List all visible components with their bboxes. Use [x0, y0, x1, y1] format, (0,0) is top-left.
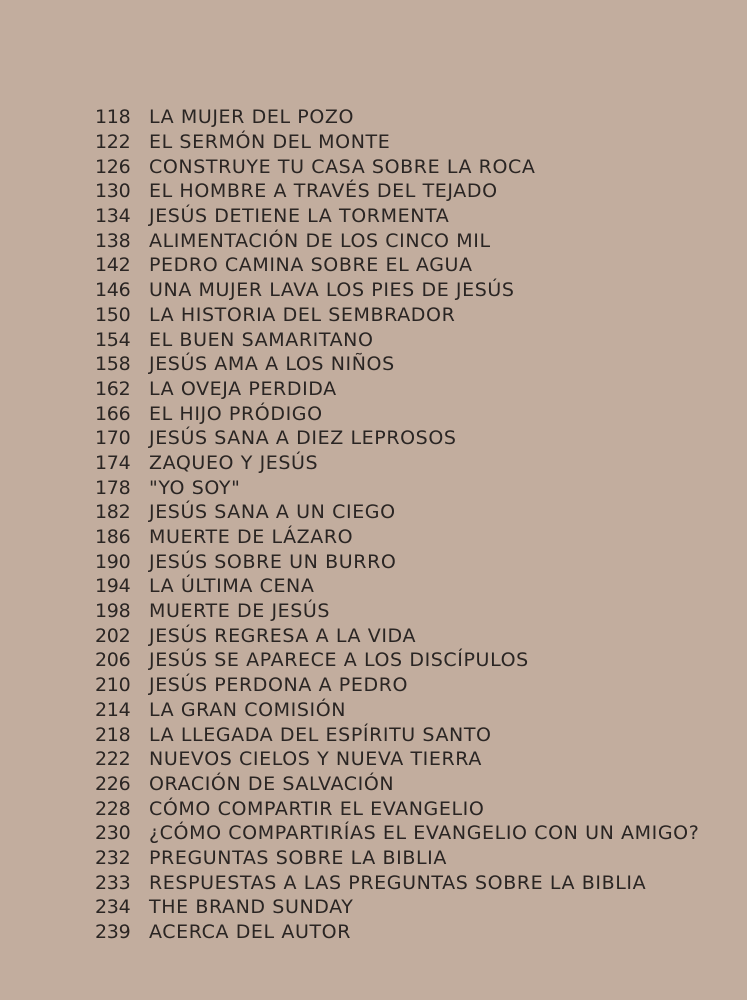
toc-entry: [95, 574, 715, 599]
toc-entry: [95, 228, 715, 253]
toc-entry-title: PREGUNTAS SOBRE LA BIBLIA: [149, 846, 447, 869]
toc-entry: [95, 327, 715, 352]
toc-entry: [95, 475, 715, 500]
toc-entry-title: LA ÚLTIMA CENA: [149, 575, 315, 598]
toc-entry: [95, 895, 715, 920]
toc-entry: [95, 451, 715, 476]
toc-entry: [95, 303, 715, 328]
toc-entry-title: EL HIJO PRÓDIGO: [149, 402, 323, 425]
toc-page-number: 239: [95, 921, 131, 944]
toc-entry: [95, 500, 715, 525]
toc-entry: [95, 870, 715, 895]
toc-entry-title: JESÚS SE APARECE A LOS DISCÍPULOS: [149, 649, 529, 672]
toc-entry-title: JESÚS REGRESA A LA VIDA: [149, 624, 417, 647]
toc-entry-title: EL SERMÓN DEL MONTE: [149, 131, 391, 154]
toc-entry: [95, 549, 715, 574]
toc-entry-title: JESÚS AMA A LOS NIÑOS: [149, 353, 395, 376]
toc-entry: [95, 599, 715, 624]
toc-entry: [95, 698, 715, 723]
toc-entry-title: "YO SOY": [149, 476, 241, 499]
toc-page-number: 118: [95, 106, 131, 129]
toc-entry-title: ¿CÓMO COMPARTIRÍAS EL EVANGELIO CON UN AMIGO?: [149, 822, 700, 845]
toc-page-number: 206: [95, 649, 131, 672]
toc-entry-title: THE BRAND SUNDAY: [149, 896, 354, 919]
toc-entry-title: JESÚS DETIENE LA TORMENTA: [149, 205, 450, 228]
toc-page-number: 154: [95, 328, 131, 351]
toc-entry-title: ORACIÓN DE SALVACIÓN: [149, 772, 395, 795]
toc-entry: [95, 154, 715, 179]
toc-page-number: 174: [95, 451, 131, 474]
toc-entry-title: JESÚS SANA A DIEZ LEPROSOS: [149, 427, 457, 450]
toc-entry-title: ALIMENTACIÓN DE LOS CINCO MIL: [149, 229, 491, 252]
toc-entry: [95, 747, 715, 772]
toc-entry-title: LA MUJER DEL POZO: [149, 106, 355, 129]
toc-entry: [95, 846, 715, 871]
toc-page-number: 210: [95, 674, 131, 697]
toc-page-number: 178: [95, 476, 131, 499]
toc-entry-title: UNA MUJER LAVA LOS PIES DE JESÚS: [149, 279, 515, 302]
toc-entry: [95, 525, 715, 550]
toc-page-number: 222: [95, 748, 131, 771]
toc-entry-title: ZAQUEO Y JESÚS: [149, 451, 319, 474]
toc-page-number: 182: [95, 501, 131, 524]
toc-page-number: 138: [95, 229, 131, 252]
toc-entry: [95, 401, 715, 426]
toc-page-number: 150: [95, 303, 131, 326]
toc-entry-title: LA HISTORIA DEL SEMBRADOR: [149, 303, 456, 326]
toc-entry: [95, 722, 715, 747]
toc-page-number: 230: [95, 822, 131, 845]
toc-entry: [95, 130, 715, 155]
toc-entry-title: NUEVOS CIELOS Y NUEVA TIERRA: [149, 748, 482, 771]
toc-entry-title: MUERTE DE LÁZARO: [149, 526, 354, 549]
toc-page-number: 190: [95, 550, 131, 573]
toc-entry: [95, 352, 715, 377]
toc-entry-title: CONSTRUYE TU CASA SOBRE LA ROCA: [149, 155, 536, 178]
toc-entry: [95, 253, 715, 278]
toc-page-number: 146: [95, 279, 131, 302]
toc-page-number: 170: [95, 427, 131, 450]
toc-page-number: 234: [95, 896, 131, 919]
toc-entry: [95, 278, 715, 303]
toc-entry: [95, 179, 715, 204]
toc-page-number: 134: [95, 205, 131, 228]
toc-entry: [95, 426, 715, 451]
toc-entry: [95, 821, 715, 846]
toc-page-number: 228: [95, 797, 131, 820]
toc-entry-title: RESPUESTAS A LAS PREGUNTAS SOBRE LA BIBLIA: [149, 871, 647, 894]
toc-page-number: 126: [95, 155, 131, 178]
toc-page-number: 198: [95, 600, 131, 623]
toc-entry: [95, 920, 715, 945]
toc-page-number: 233: [95, 871, 131, 894]
toc-page-number: 158: [95, 353, 131, 376]
toc-entry-title: MUERTE DE JESÚS: [149, 600, 331, 623]
table-of-contents: [95, 105, 715, 944]
toc-page-number: 162: [95, 377, 131, 400]
toc-entry-title: ACERCA DEL AUTOR: [149, 921, 352, 944]
toc-entry-title: JESÚS SANA A UN CIEGO: [149, 501, 396, 524]
toc-entry: [95, 623, 715, 648]
toc-page-number: 130: [95, 180, 131, 203]
toc-page-number: 226: [95, 772, 131, 795]
toc-page-number: 218: [95, 723, 131, 746]
toc-entry-title: LA OVEJA PERDIDA: [149, 377, 337, 400]
toc-entry-title: JESÚS SOBRE UN BURRO: [149, 550, 397, 573]
toc-page-number: 186: [95, 526, 131, 549]
toc-entry-title: EL BUEN SAMARITANO: [149, 328, 374, 351]
toc-page-number: 232: [95, 846, 131, 869]
toc-entry-title: LA LLEGADA DEL ESPÍRITU SANTO: [149, 723, 492, 746]
toc-page-number: 142: [95, 254, 131, 277]
toc-entry-title: LA GRAN COMISIÓN: [149, 698, 347, 721]
toc-page-number: 166: [95, 402, 131, 425]
toc-entry: [95, 772, 715, 797]
toc-page-number: 122: [95, 131, 131, 154]
toc-entry: [95, 796, 715, 821]
toc-entry: [95, 204, 715, 229]
toc-entry-title: JESÚS PERDONA A PEDRO: [149, 674, 409, 697]
toc-entry-title: EL HOMBRE A TRAVÉS DEL TEJADO: [149, 180, 498, 203]
toc-page-number: 202: [95, 624, 131, 647]
toc-entry-title: CÓMO COMPARTIR EL EVANGELIO: [149, 797, 485, 820]
toc-page-number: 214: [95, 698, 131, 721]
toc-page-number: 194: [95, 575, 131, 598]
toc-entry: [95, 673, 715, 698]
toc-entry-title: PEDRO CAMINA SOBRE EL AGUA: [149, 254, 473, 277]
toc-entry: [95, 648, 715, 673]
toc-entry: [95, 105, 715, 130]
toc-entry: [95, 377, 715, 402]
